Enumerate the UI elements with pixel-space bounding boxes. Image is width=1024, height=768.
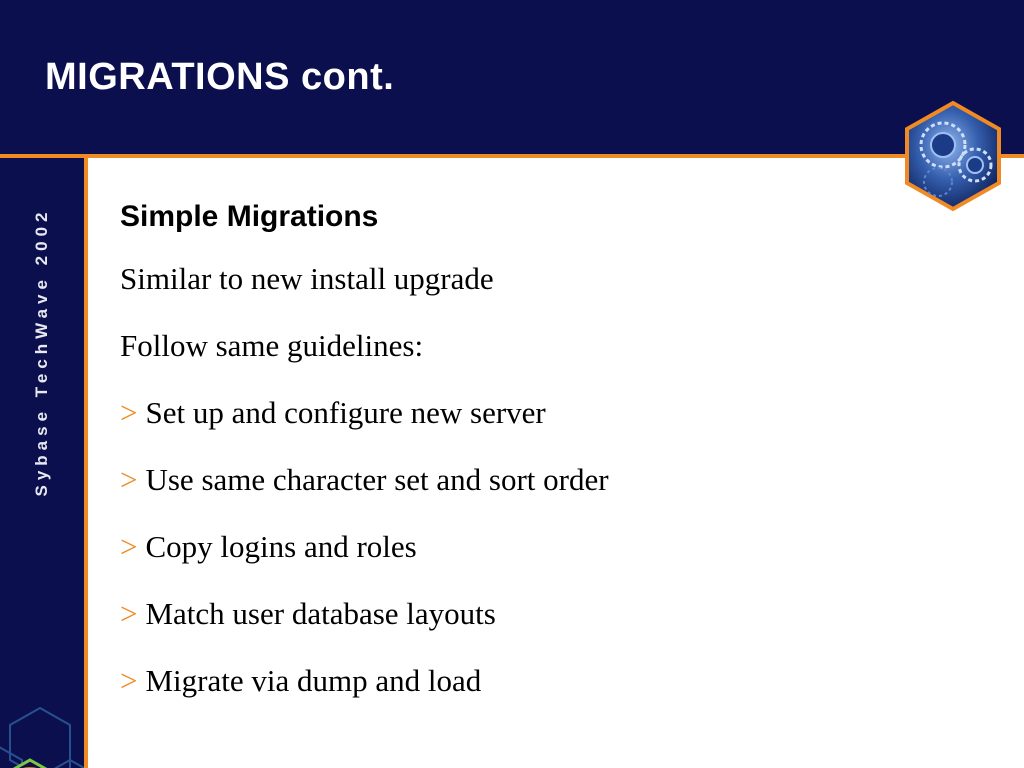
bullet-marker: > [120, 663, 138, 698]
text-line: Similar to new install upgrade [120, 261, 494, 296]
bullet-item [120, 391, 1000, 458]
bullet-item [120, 458, 1000, 525]
bullet-text: Migrate via dump and load [145, 663, 482, 698]
section-heading: Simple Migrations [120, 200, 379, 233]
bullet-marker: > [120, 395, 138, 430]
sidebar-label: Sybase TechWave 2002 [32, 207, 51, 497]
bullet-item [120, 659, 1000, 726]
bullet-marker: > [120, 596, 138, 631]
sidebar-divider [84, 154, 88, 768]
bullet-marker: > [120, 462, 138, 497]
bullet-item [120, 592, 1000, 659]
bullet-marker: > [120, 529, 138, 564]
bullet-text: Copy logins and roles [145, 529, 417, 564]
hexagon-pattern-icon [0, 698, 84, 768]
slide-title: MIGRATIONS cont. [45, 56, 395, 98]
header-divider [0, 154, 1024, 158]
slide-content [120, 195, 1000, 726]
text-line: Follow same guidelines: [120, 328, 424, 363]
bullet-text: Set up and configure new server [145, 395, 546, 430]
bullet-text: Use same character set and sort order [145, 462, 609, 497]
bullet-item [120, 525, 1000, 592]
bullet-text: Match user database layouts [145, 596, 496, 631]
